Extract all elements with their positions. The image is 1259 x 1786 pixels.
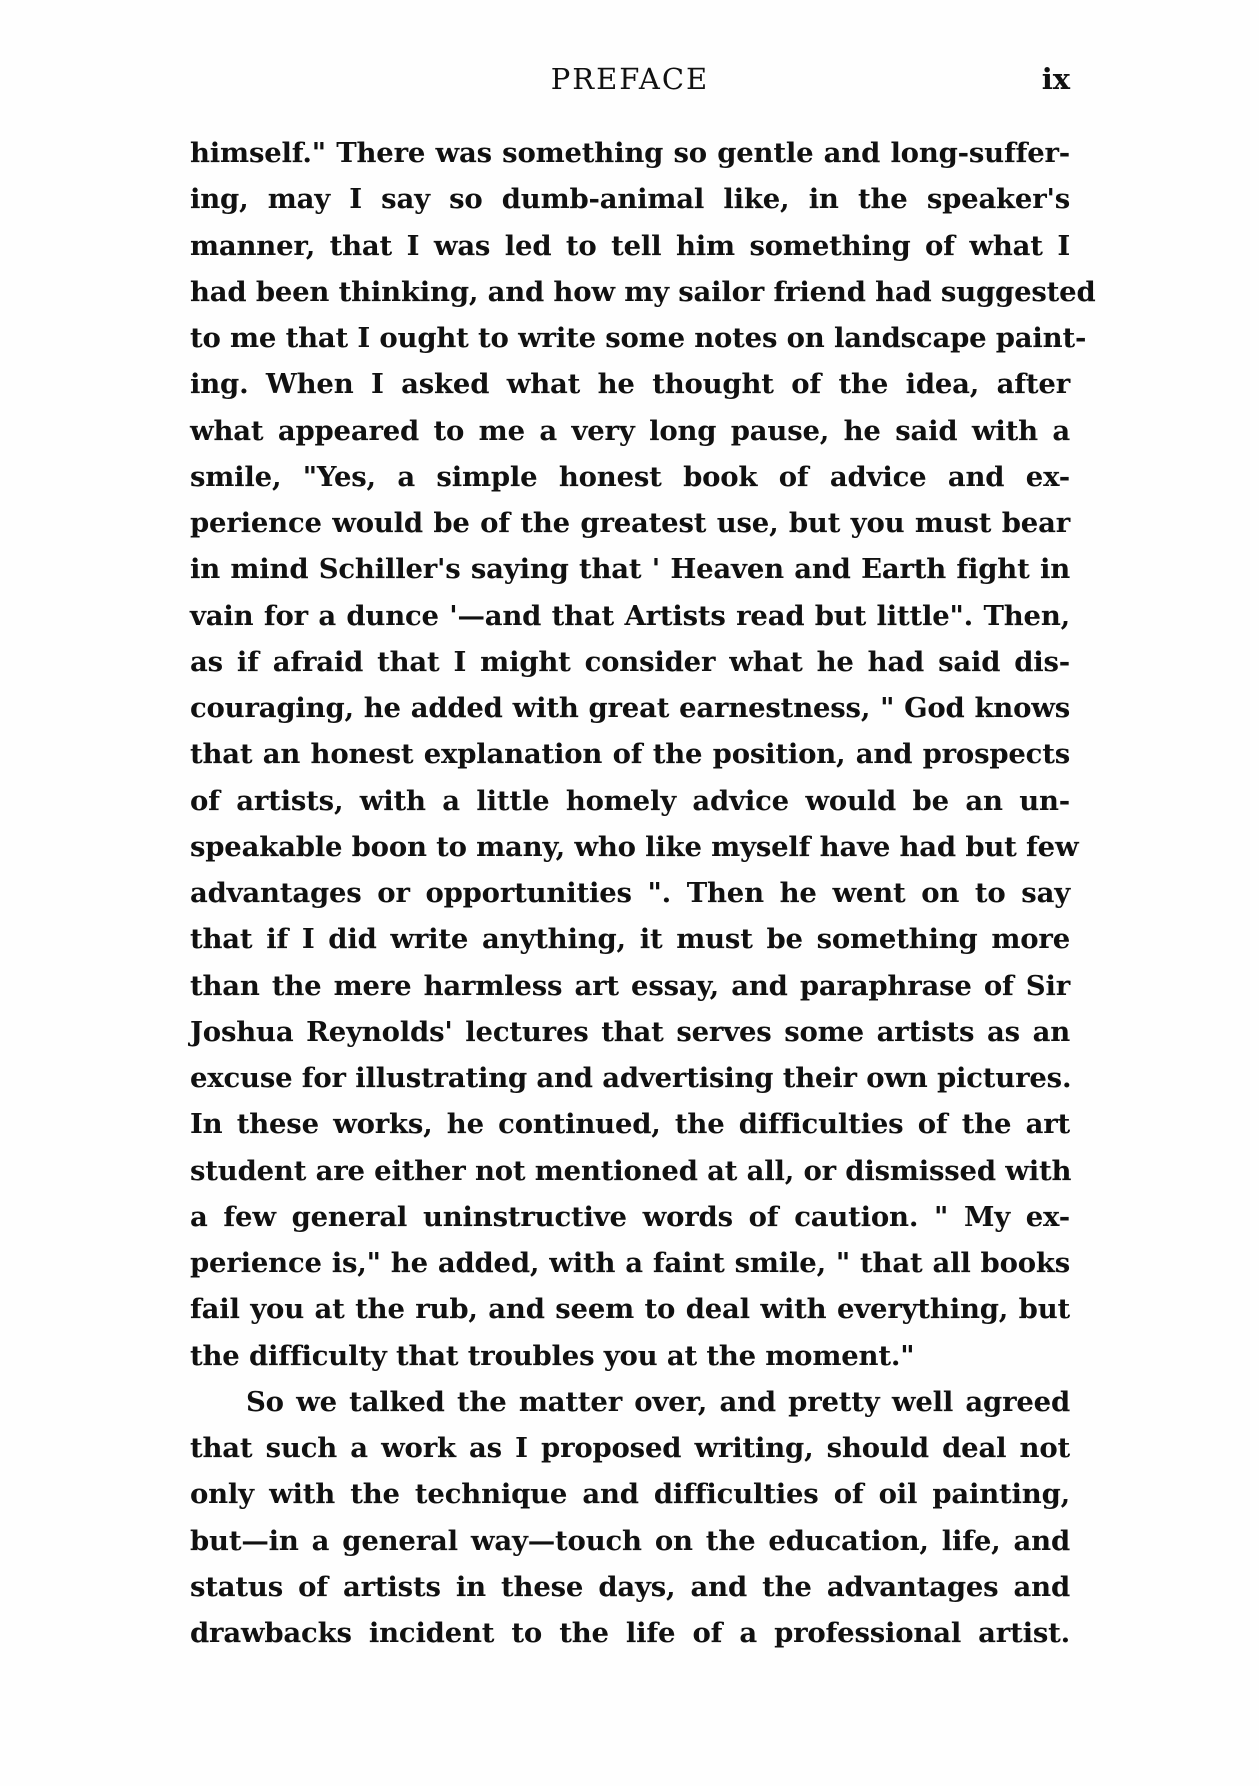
text-line: only with the technique and difficulties of oil painting, [190,1478,1070,1511]
text-line: ing, may I say so dumb-animal like, in the speaker's [190,183,1070,216]
text-line: drawbacks incident to the life of a professional artist. [190,1617,1070,1649]
text-line: that an honest explanation of the position, and prospects [190,738,1070,771]
text-line: had been thinking, and how my sailor friend had suggested [190,275,1096,308]
text-line: but—in a general way—touch on the education, life, and [190,1524,1070,1557]
text-line: to me that I ought to write some notes on landscape paint- [190,322,1087,354]
paragraph-start-line: So we talked the matter over, and pretty well agreed [246,1385,1070,1418]
text-line: fail you at the rub, and seem to deal with everything, but [190,1293,1070,1326]
text-line: couraging, he added with great earnestness, " God knows [190,692,1070,724]
text-line: perience would be of the greatest use, but you must bear [190,507,1070,539]
text-line: status of artists in these days, and the advantages and [190,1570,1070,1603]
text-line: perience is," he added, with a faint smile, " that all books [190,1247,1070,1279]
text-line: in mind Schiller's saying that ' Heaven and Earth fight in [190,553,1070,586]
text-line: excuse for illustrating and advertising their own pictures. [190,1062,1072,1094]
text-line: that if I did write anything, it must be something more [190,923,1070,956]
text-line: vain for a dunce '—and that Artists read but little". Then, [190,599,1070,632]
body-text [190,130,1096,1656]
text-line: manner, that I was led to tell him something of what I [190,229,1070,262]
text-line: advantages or opportunities ". Then he went on to say [190,877,1070,909]
text-line: ing. When I asked what he thought of the idea, after [190,368,1070,401]
text-line: a few general uninstructive words of caution. " My ex- [190,1200,1070,1233]
text-line: as if afraid that I might consider what he had said dis- [190,645,1070,678]
text-line: that such a work as I proposed writing, should deal not [190,1432,1070,1464]
running-title: PREFACE [550,62,710,96]
page-number: ix [1041,62,1070,96]
text-line: what appeared to me a very long pause, he said with a [190,414,1070,447]
text-line: himself." There was something so gentle and long-suffer- [190,137,1070,169]
text-line: Joshua Reynolds' lectures that serves some artists as an [190,1015,1070,1048]
text-line: smile, "Yes, a simple honest book of advice and ex- [190,460,1070,493]
text-line: of artists, with a little homely advice would be an un- [190,784,1070,817]
paragraph-end-line: the difficulty that troubles you at the moment." [190,1339,915,1372]
running-head [190,62,1070,106]
text-line: than the mere harmless art essay, and paraphrase of Sir [190,969,1070,1002]
text-line: In these works, he continued, the difficulties of the art [190,1108,1070,1141]
text-line: speakable boon to many, who like myself have had but few [190,830,1079,863]
text-line: student are either not mentioned at all, or dismissed with [190,1154,1072,1187]
